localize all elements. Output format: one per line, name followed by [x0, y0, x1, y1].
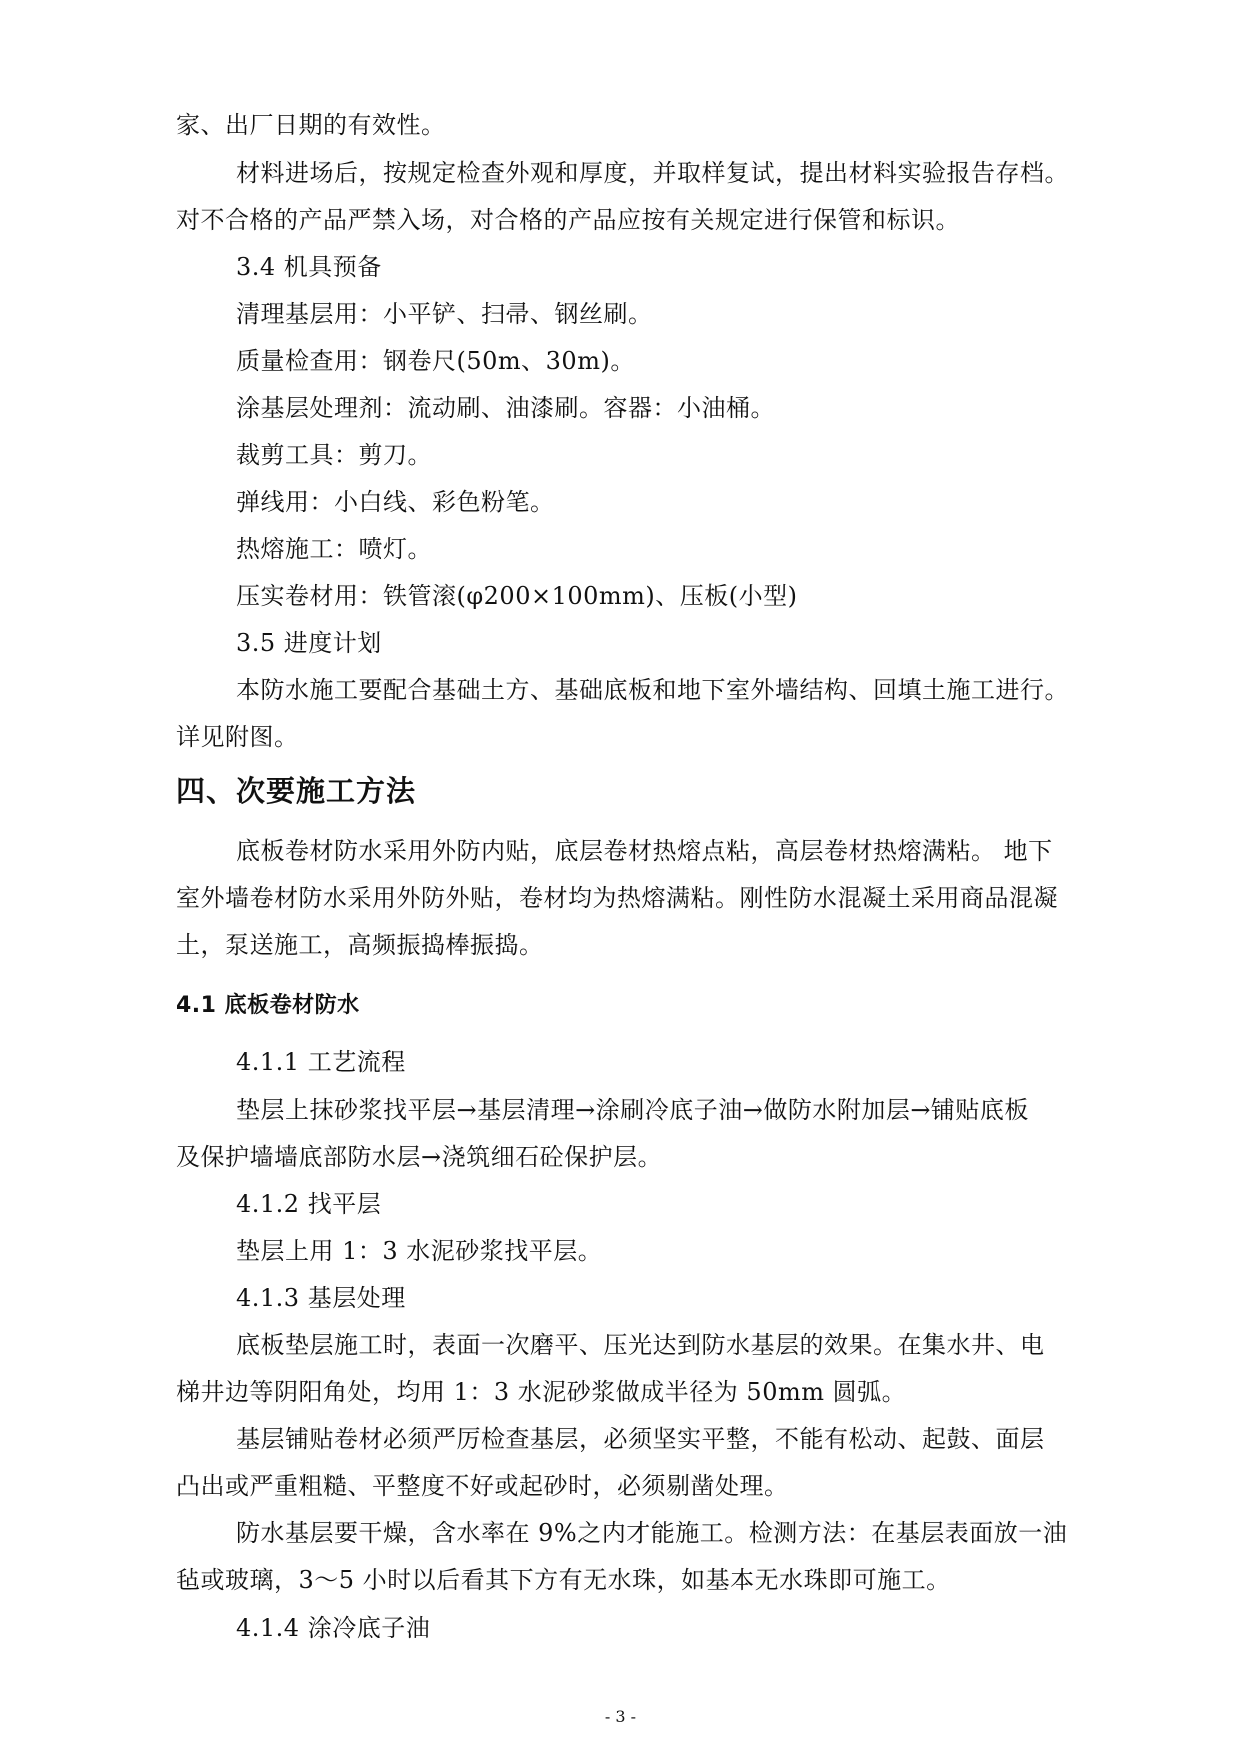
section-3-4-heading: 3.4 机具预备: [236, 253, 382, 281]
subsection-4-1-4-heading: 4.1.4 涂冷底子油: [236, 1614, 431, 1642]
paragraph-line: 室外墙卷材防水采用外防外贴，卷材均为热熔满粘。刚性防水混凝土采用商品混凝: [176, 884, 1058, 912]
paragraph-line: 本防水施工要配合基础土方、基础底板和地下室外墙结构、回填土施工进行。: [236, 676, 1069, 704]
subsection-heading: 4.1 底板卷材防水: [176, 993, 360, 1018]
paragraph-line: 底板卷材防水采用外防内贴，底层卷材热熔点粘，高层卷材热熔满粘。 地下: [236, 837, 1053, 865]
paragraph-line: 质量检查用：钢卷尺(50m、30m)。: [236, 347, 635, 375]
paragraph-line: 垫层上用 1：3 水泥砂浆找平层。: [236, 1237, 603, 1265]
paragraph-line: 毡或玻璃，3～5 小时以后看其下方有无水珠，如基本无水珠即可施工。: [176, 1566, 951, 1594]
paragraph-line: 详见附图。: [176, 723, 299, 751]
page-number: - 3 -: [604, 1707, 637, 1726]
paragraph-line: 弹线用：小白线、彩色粉笔。: [236, 488, 555, 516]
paragraph-line: 材料进场后，按规定检查外观和厚度，并取样复试，提出材料实验报告存档。: [236, 159, 1069, 187]
section-3-5-heading: 3.5 进度计划: [236, 629, 382, 657]
subsection-4-1-2-heading: 4.1.2 找平层: [236, 1190, 382, 1218]
paragraph-line: 梯井边等阴阳角处，均用 1：3 水泥砂浆做成半径为 50mm 圆弧。: [176, 1378, 907, 1406]
paragraph-line: 家、出厂日期的有效性。: [176, 111, 446, 139]
paragraph-line: 凸出或严重粗糙、平整度不好或起砂时，必须剔凿处理。: [176, 1472, 789, 1500]
paragraph-line: 垫层上抹砂浆找平层→基层清理→涂刷冷底子油→做防水附加层→铺贴底板: [236, 1096, 1029, 1124]
section-heading: 四、次要施工方法: [176, 774, 417, 808]
paragraph-line: 土，泵送施工，高频振捣棒振捣。: [176, 931, 544, 959]
subsection-4-1-1-heading: 4.1.1 工艺流程: [236, 1048, 406, 1076]
paragraph-line: 基层铺贴卷材必须严厉检查基层，必须坚实平整，不能有松动、起鼓、面层: [236, 1425, 1045, 1453]
paragraph-line: 裁剪工具：剪刀。: [236, 441, 432, 469]
paragraph-line: 底板垫层施工时，表面一次磨平、压光达到防水基层的效果。在集水井、电: [236, 1331, 1045, 1359]
paragraph-line: 对不合格的产品严禁入场，对合格的产品应按有关规定进行保管和标识。: [176, 206, 960, 234]
paragraph-line: 及保护墙墙底部防水层→浇筑细石砼保护层。: [176, 1143, 663, 1171]
paragraph-line: 防水基层要干燥，含水率在 9%之内才能施工。检测方法：在基层表面放一油: [236, 1519, 1068, 1547]
subsection-4-1-3-heading: 4.1.3 基层处理: [236, 1284, 406, 1312]
paragraph-line: 涂基层处理剂：流动刷、油漆刷。容器：小油桶。: [236, 394, 775, 422]
paragraph-line: 热熔施工：喷灯。: [236, 535, 432, 563]
paragraph-line: 压实卷材用：铁管滚(φ200×100mm)、压板(小型): [236, 582, 798, 610]
paragraph-line: 清理基层用：小平铲、扫帚、钢丝刷。: [236, 300, 653, 328]
